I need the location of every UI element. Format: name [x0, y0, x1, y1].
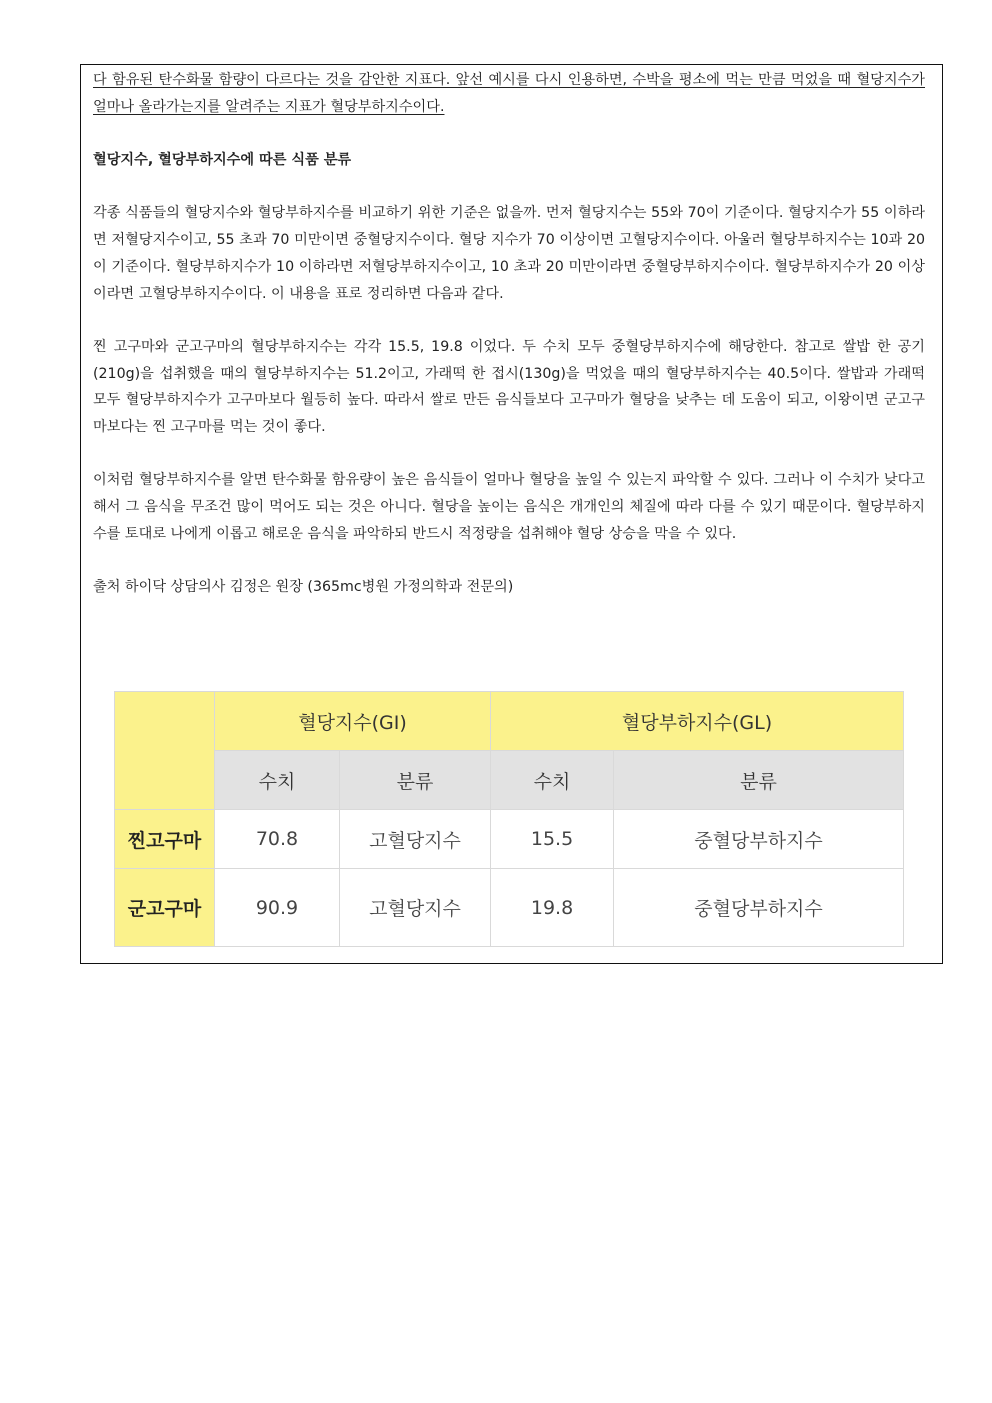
section-heading: 혈당지수, 혈당부하지수에 따른 식품 분류: [93, 152, 352, 169]
conclusion-paragraph: 이처럼 혈당부하지수를 알면 탄수화물 함유량이 높은 음식들이 얼마나 혈당을 높일 수 있는지 파악할 수 있다. 그러나 이 수치가 낮다고 해서 그 음식을 무조건 많이 먹어도 되는 것은 아니다. 혈당을 높이는 음식은 개개인의 체질에 따라 다를 수 있기 때문이다. 혈당부하지수를 토대로 나에게 이롭고 해로운 음식을 파악하되 반드시 적정량을 섭취해야 혈당 상승을 막을 수 있다.: [93, 472, 925, 542]
gl-class-cell: 중혈당부하지수: [614, 810, 904, 869]
gl-class-header: 분류: [614, 751, 904, 810]
gi-class-cell: 고혈당지수: [340, 869, 491, 947]
table-row: [115, 869, 904, 947]
gl-class-cell: 중혈당부하지수: [614, 869, 904, 947]
criteria-paragraph: 각종 식품들의 혈당지수와 혈당부하지수를 비교하기 위한 기준은 없을까. 먼저 혈당지수는 55와 70이 기준이다. 혈당지수가 55 이하라면 저혈당지수이고, 55 초과 70 미만이면 중혈당지수이다. 혈당 지수가 70 이상이면 고혈당지수이다. 아울러 혈당부하지수는 10과 20이 기준이다. 혈당부하지수가 10 이하라면 저혈당부하지수이고, 10 초과 20 미만이라면 중혈당부하지수이다. 혈당부하지수가 20 이상이라면 고혈당부하지수이다. 이 내용을 표로 정리하면 다음과 같다.: [93, 205, 925, 302]
row-label-steamed: 찐고구마: [115, 810, 215, 869]
sweet-potato-paragraph: 찐 고구마와 군고구마의 혈당부하지수는 각각 15.5, 19.8 이었다. 두 수치 모두 중혈당부하지수에 해당한다. 참고로 쌀밥 한 공기(210g)을 섭취했을 때의 혈당부하지수는 51.2이고, 가래떡 한 접시(130g)을 먹었을 때의 혈당부하지수는 40.5이다. 쌀밥과 가래떡 모두 혈당부하지수가 고구마보다 월등히 높다. 따라서 쌀로 만든 음식들보다 고구마가 혈당을 낮추는 데 도움이 되고, 이왕이면 군고구마보다는 찐 고구마를 먹는 것이 좋다.: [93, 338, 925, 436]
row-label-roasted: 군고구마: [115, 869, 215, 947]
source-line: 출처 하이닥 상담의사 김정은 원장 (365mc병원 가정의학과 전문의): [93, 579, 514, 596]
intro-paragraph: 다 함유된 탄수화물 함량이 다르다는 것을 감안한 지표다. 앞선 예시를 다시 인용하면, 수박을 평소에 먹는 만큼 먹었을 때 혈당지수가 얼마나 올라가는지를 알려주는 지표가 혈당부하지수이다.: [93, 72, 925, 115]
gi-value-cell: 90.9: [215, 869, 340, 947]
gl-value-header: 수치: [491, 751, 614, 810]
gl-value-cell: 15.5: [491, 810, 614, 869]
article-body: [93, 67, 925, 601]
gi-value-header: 수치: [215, 751, 340, 810]
gi-group-header: 혈당지수(GI): [215, 692, 491, 751]
gi-class-header: 분류: [340, 751, 491, 810]
gl-value-cell: 19.8: [491, 869, 614, 947]
gi-class-cell: 고혈당지수: [340, 810, 491, 869]
gi-gl-table: [114, 691, 904, 947]
table-row: [115, 810, 904, 869]
gl-group-header: 혈당부하지수(GL): [491, 692, 904, 751]
table-corner-cell: [115, 692, 215, 810]
gi-value-cell: 70.8: [215, 810, 340, 869]
